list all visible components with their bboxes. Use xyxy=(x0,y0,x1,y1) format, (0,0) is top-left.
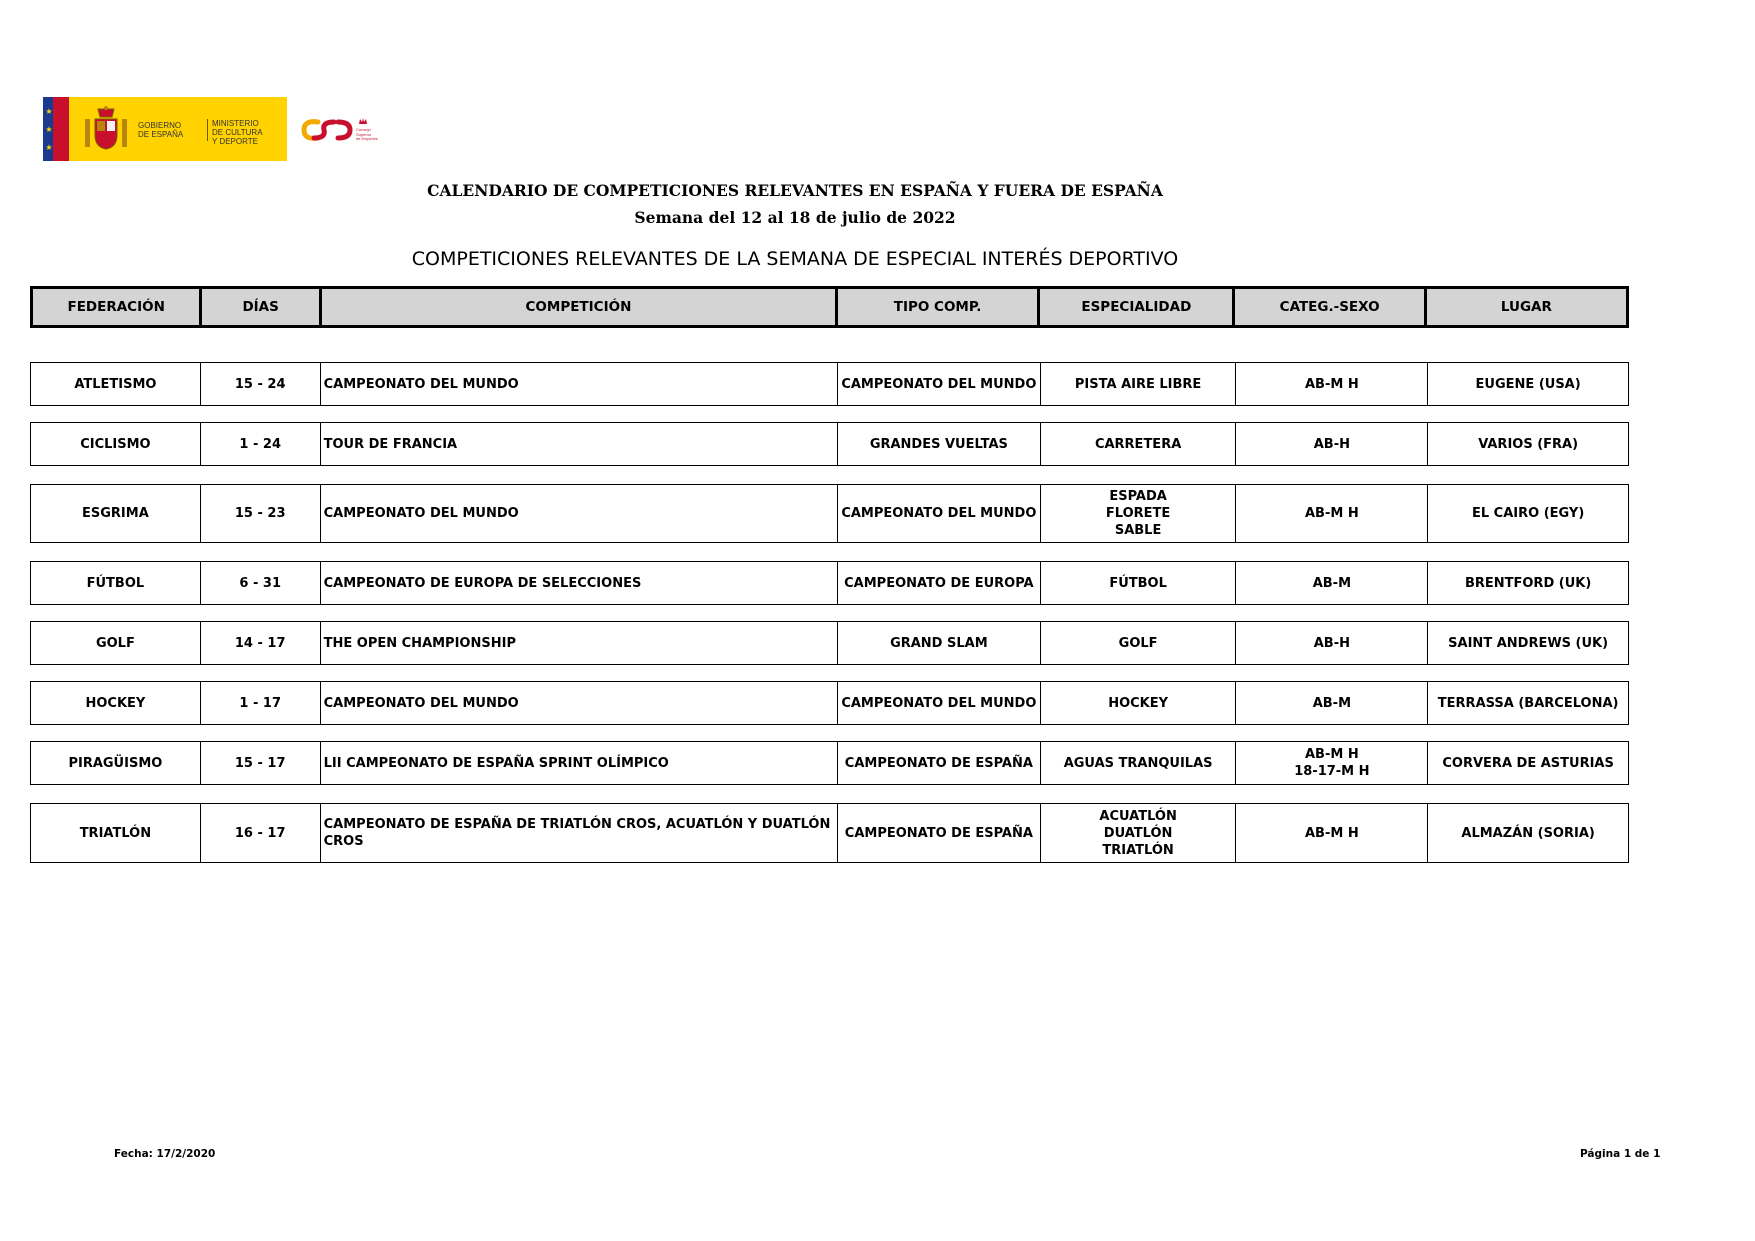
cell-categoria: AB-M xyxy=(1236,682,1428,724)
cell-federacion: CICLISMO xyxy=(31,423,201,465)
cell-competicion: TOUR DE FRANCIA xyxy=(321,423,838,465)
csd-mark-icon xyxy=(300,116,356,144)
cell-federacion: TRIATLÓN xyxy=(31,804,201,862)
crown-icon xyxy=(358,116,368,126)
cell-lugar: EUGENE (USA) xyxy=(1475,376,1581,392)
cell-dias: 6 - 31 xyxy=(201,562,321,604)
table-header xyxy=(30,286,1629,328)
cell-dias: 15 - 24 xyxy=(201,363,321,405)
cell-especialidad: FÚTBOL xyxy=(1041,562,1237,604)
table-row xyxy=(30,561,1629,605)
cell-competicion: THE OPEN CHAMPIONSHIP xyxy=(321,622,838,664)
cell-tipo: CAMPEONATO DE ESPAÑA xyxy=(838,804,1041,862)
cell-tipo: GRANDES VUELTAS xyxy=(838,423,1041,465)
cell-tipo: CAMPEONATO DE EUROPA xyxy=(838,562,1041,604)
header-especialidad: ESPECIALIDAD xyxy=(1040,289,1235,325)
gobierno-text: GOBIERNO DE ESPAÑA xyxy=(138,121,184,139)
cell-competicion: CAMPEONATO DEL MUNDO xyxy=(321,682,838,724)
coat-of-arms-icon xyxy=(81,105,131,155)
cell-competicion: CAMPEONATO DE EUROPA DE SELECCIONES xyxy=(321,562,838,604)
header-categoria: CATEG.-SEXO xyxy=(1235,289,1426,325)
header-competicion: COMPETICIÓN xyxy=(322,289,838,325)
cell-lugar: ALMAZÁN (SORIA) xyxy=(1461,825,1595,841)
cell-lugar: TERRASSA (BARCELONA) xyxy=(1437,695,1619,711)
cell-especialidad: GOLF xyxy=(1041,622,1237,664)
table-row xyxy=(30,681,1629,725)
ministerio-text: MINISTERIO DE CULTURA Y DEPORTE xyxy=(207,119,282,141)
header-tipo: TIPO COMP. xyxy=(838,289,1040,325)
cell-lugar: VARIOS (FRA) xyxy=(1478,436,1579,452)
cell-especialidad: PISTA AIRE LIBRE xyxy=(1041,363,1237,405)
cell-dias: 16 - 17 xyxy=(201,804,321,862)
cell-categoria: AB-M H xyxy=(1236,804,1428,862)
cell-federacion: HOCKEY xyxy=(31,682,201,724)
cell-federacion: PIRAGÜISMO xyxy=(31,742,201,784)
cell-federacion: FÚTBOL xyxy=(31,562,201,604)
cell-tipo: CAMPEONATO DEL MUNDO xyxy=(838,682,1041,724)
gobierno-logo xyxy=(43,97,287,161)
cell-tipo: CAMPEONATO DE ESPAÑA xyxy=(838,742,1041,784)
csd-text: Consejo Superior de Deportes xyxy=(356,127,378,141)
spain-flag-band xyxy=(53,97,69,161)
cell-especialidad: ESPADA FLORETE SABLE xyxy=(1041,485,1237,542)
cell-competicion: CAMPEONATO DEL MUNDO xyxy=(321,485,838,542)
cell-lugar: BRENTFORD (UK) xyxy=(1464,575,1592,591)
csd-logo xyxy=(300,116,385,144)
header-federacion: FEDERACIÓN xyxy=(33,289,202,325)
cell-dias: 15 - 17 xyxy=(201,742,321,784)
cell-categoria: AB-M xyxy=(1236,562,1428,604)
cell-dias: 15 - 23 xyxy=(201,485,321,542)
cell-federacion: ATLETISMO xyxy=(31,363,201,405)
table-row xyxy=(30,741,1629,785)
cell-tipo: CAMPEONATO DEL MUNDO xyxy=(838,485,1041,542)
calendar-title: CALENDARIO DE COMPETICIONES RELEVANTES EN ESPAÑA Y FUERA DE ESPAÑA xyxy=(427,181,1163,200)
table-row xyxy=(30,621,1629,665)
cell-lugar: SAINT ANDREWS (UK) xyxy=(1448,635,1609,651)
cell-especialidad: ACUATLÓN DUATLÓN TRIATLÓN xyxy=(1041,804,1237,862)
cell-categoria: AB-H xyxy=(1236,423,1428,465)
cell-federacion: ESGRIMA xyxy=(31,485,201,542)
cell-tipo: GRAND SLAM xyxy=(838,622,1041,664)
cell-dias: 1 - 24 xyxy=(201,423,321,465)
cell-categoria: AB-M H xyxy=(1236,485,1428,542)
cell-tipo: CAMPEONATO DEL MUNDO xyxy=(838,363,1041,405)
cell-lugar: CORVERA DE ASTURIAS xyxy=(1442,755,1614,771)
table-row xyxy=(30,362,1629,406)
table-row xyxy=(30,803,1629,863)
cell-federacion: GOLF xyxy=(31,622,201,664)
cell-categoria: AB-M H xyxy=(1236,363,1428,405)
footer-page-number: Página 1 de 1 xyxy=(1580,1148,1661,1160)
header-dias: DÍAS xyxy=(202,289,322,325)
cell-especialidad: HOCKEY xyxy=(1041,682,1237,724)
cell-competicion: LII CAMPEONATO DE ESPAÑA SPRINT OLÍMPICO xyxy=(321,742,838,784)
footer-date: Fecha: 17/2/2020 xyxy=(114,1148,216,1160)
cell-lugar: EL CAIRO (EGY) xyxy=(1471,506,1585,521)
cell-dias: 1 - 17 xyxy=(201,682,321,724)
eu-stars-icon: ★ ★ ★ xyxy=(45,107,53,152)
table-row xyxy=(30,422,1629,466)
week-title: Semana del 12 al 18 de julio de 2022 xyxy=(634,208,956,227)
cell-competicion: CAMPEONATO DEL MUNDO xyxy=(321,363,838,405)
cell-especialidad: AGUAS TRANQUILAS xyxy=(1041,742,1237,784)
cell-categoria: AB-H xyxy=(1236,622,1428,664)
table-row xyxy=(30,484,1629,543)
cell-competicion: CAMPEONATO DE ESPAÑA DE TRIATLÓN CROS, ACUATLÓN Y DUATLÓN CROS xyxy=(321,804,838,862)
section-title: COMPETICIONES RELEVANTES DE LA SEMANA DE ESPECIAL INTERÉS DEPORTIVO xyxy=(411,248,1179,270)
cell-especialidad: CARRETERA xyxy=(1041,423,1237,465)
header-lugar: LUGAR xyxy=(1500,299,1552,315)
cell-categoria: AB-M H 18-17-M H xyxy=(1236,742,1428,784)
cell-dias: 14 - 17 xyxy=(201,622,321,664)
